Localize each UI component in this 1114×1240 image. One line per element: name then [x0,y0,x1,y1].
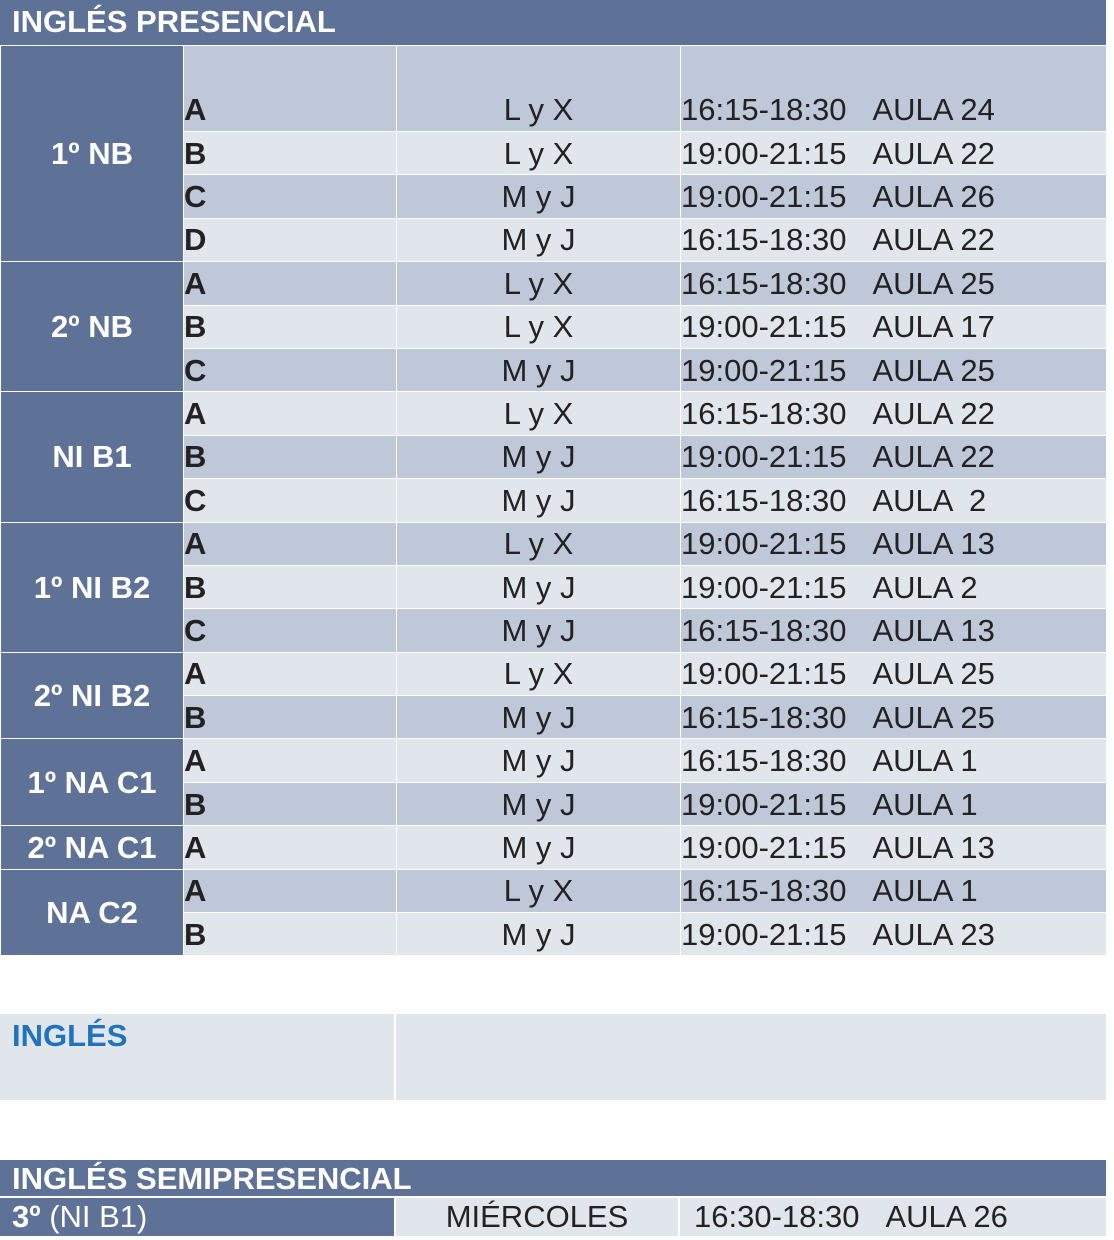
days-cell: L y X [397,522,681,565]
time-room-cell [681,46,1107,132]
room-text: AULA 25 [872,352,995,388]
semi-level-cell [0,1198,396,1236]
room-text: AULA 1 [872,873,978,909]
room-text: AULA 13 [872,526,995,562]
days-cell: L y X [397,392,681,435]
room-text: AULA 25 [872,265,995,301]
table-row [1,522,1107,565]
level-cell: 2º NA C1 [1,826,184,869]
room-text: AULA 22 [872,222,995,258]
time-text: 19:00-21:15 [681,439,847,475]
semi-level-rest: (NI B1) [40,1199,148,1234]
time-room-cell [681,782,1107,825]
group-cell: A [184,262,397,305]
table-row [1,262,1107,305]
ingles-label: INGLÉS [0,1014,396,1100]
semi-room: AULA 26 [885,1199,1008,1234]
presencial-title: INGLÉS PRESENCIAL [0,0,1106,45]
time-room-cell [681,913,1107,956]
time-room-cell [681,696,1107,739]
group-cell: C [184,609,397,652]
time-room-cell [681,826,1107,869]
time-room-cell [681,522,1107,565]
time-text: 19:00-21:15 [681,569,847,605]
days-cell: L y X [397,305,681,348]
room-text: AULA 25 [872,656,995,692]
time-room-cell [681,218,1107,261]
level-cell: 2º NI B2 [1,652,184,739]
semi-time-cell [680,1198,1106,1236]
level-cell: NI B1 [1,392,184,522]
group-cell: B [184,913,397,956]
time-text: 19:00-21:15 [681,179,847,215]
room-text: AULA 22 [872,135,995,171]
time-room-cell [681,348,1107,391]
time-room-cell [681,305,1107,348]
group-cell: A [184,46,397,132]
room-text: AULA 13 [872,612,995,648]
level-cell: 1º NI B2 [1,522,184,652]
room-text: AULA 22 [872,439,995,475]
days-cell: L y X [397,262,681,305]
presencial-schedule-table [0,45,1107,956]
time-text: 16:15-18:30 [681,699,847,735]
time-room-cell [681,739,1107,782]
room-text: AULA 25 [872,699,995,735]
time-text: 19:00-21:15 [681,786,847,822]
days-cell: M y J [397,609,681,652]
time-text: 16:15-18:30 [681,482,847,518]
room-text: AULA 13 [872,829,995,865]
semipresencial-row [0,1198,1106,1236]
room-text: AULA 17 [872,309,995,345]
group-cell: B [184,696,397,739]
table-row [1,739,1107,782]
room-text: AULA 24 [872,92,995,127]
table-row [1,869,1107,912]
time-text: 19:00-21:15 [681,829,847,865]
time-text: 16:15-18:30 [681,222,847,258]
level-cell: 2º NB [1,262,184,392]
days-cell: L y X [397,46,681,132]
days-cell: M y J [397,782,681,825]
time-text: 16:15-18:30 [681,612,847,648]
time-room-cell [681,565,1107,608]
level-cell: NA C2 [1,869,184,956]
group-cell: B [184,305,397,348]
table-row [1,826,1107,869]
group-cell: A [184,522,397,565]
time-text: 19:00-21:15 [681,309,847,345]
time-text: 16:15-18:30 [681,873,847,909]
time-room-cell [681,132,1107,175]
room-text: AULA 23 [872,916,995,952]
time-room-cell [681,652,1107,695]
time-text: 16:15-18:30 [681,396,847,432]
room-text: AULA 2 [872,569,978,605]
room-text: AULA 1 [872,786,978,822]
semi-level-num: 3º [12,1199,41,1234]
time-text: 16:15-18:30 [681,92,847,127]
days-cell: M y J [397,696,681,739]
group-cell: A [184,826,397,869]
time-room-cell [681,175,1107,218]
days-cell: M y J [397,479,681,522]
ingles-empty-cell [396,1014,1106,1100]
semi-day-cell: MIÉRCOLES [396,1198,680,1236]
time-room-cell [681,479,1107,522]
days-cell: M y J [397,435,681,478]
group-cell: B [184,565,397,608]
time-text: 16:15-18:30 [681,743,847,779]
room-text: AULA 22 [872,396,995,432]
time-room-cell [681,392,1107,435]
group-cell: B [184,435,397,478]
days-cell: L y X [397,132,681,175]
group-cell: A [184,869,397,912]
time-text: 19:00-21:15 [681,916,847,952]
days-cell: L y X [397,652,681,695]
level-cell: 1º NA C1 [1,739,184,826]
days-cell: M y J [397,565,681,608]
time-room-cell [681,869,1107,912]
group-cell: C [184,479,397,522]
time-text: 19:00-21:15 [681,656,847,692]
time-text: 19:00-21:15 [681,352,847,388]
days-cell: M y J [397,218,681,261]
room-text: AULA 26 [872,179,995,215]
time-room-cell [681,262,1107,305]
days-cell: L y X [397,869,681,912]
time-text: 16:15-18:30 [681,265,847,301]
group-cell: C [184,348,397,391]
table-row [1,46,1107,132]
ingles-section [0,1014,1106,1100]
group-cell: B [184,132,397,175]
group-cell: C [184,175,397,218]
table-row [1,652,1107,695]
semipresencial-title: INGLÉS SEMIPRESENCIAL [0,1160,1106,1196]
room-text: AULA 2 [872,482,987,518]
time-room-cell [681,609,1107,652]
days-cell: M y J [397,348,681,391]
days-cell: M y J [397,913,681,956]
time-room-cell [681,435,1107,478]
level-cell: 1º NB [1,46,184,262]
room-text: AULA 1 [872,743,978,779]
group-cell: D [184,218,397,261]
days-cell: M y J [397,175,681,218]
group-cell: A [184,392,397,435]
group-cell: B [184,782,397,825]
table-row [1,392,1107,435]
group-cell: A [184,652,397,695]
days-cell: M y J [397,739,681,782]
group-cell: A [184,739,397,782]
time-text: 19:00-21:15 [681,135,847,171]
time-text: 19:00-21:15 [681,526,847,562]
days-cell: M y J [397,826,681,869]
semi-time: 16:30-18:30 [694,1199,860,1234]
